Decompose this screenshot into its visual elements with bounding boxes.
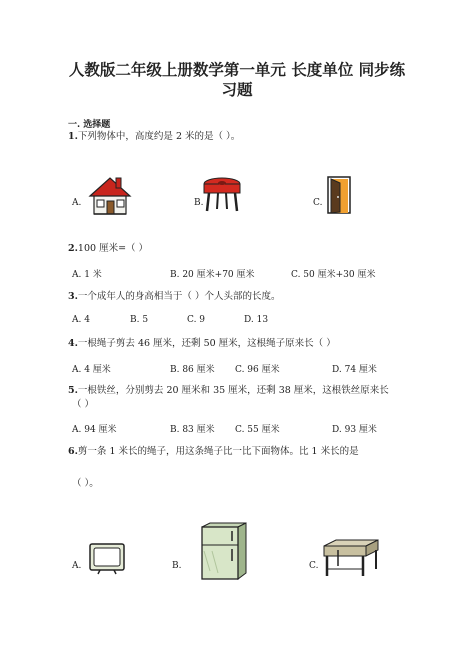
- q3-option-b[interactable]: B. 5: [130, 315, 149, 325]
- question-2: 2.100 厘米=（ ）: [68, 243, 149, 254]
- q6-option-a[interactable]: A.: [72, 561, 82, 571]
- section-heading: 一. 选择题: [68, 120, 111, 130]
- page-title-line2: 习题: [221, 80, 253, 99]
- table-icon: [320, 536, 382, 584]
- question-4: 4.一根绳子剪去 46 厘米，还剩 50 厘米，这根绳子原来长（ ）: [68, 338, 336, 349]
- question-5-blank: （ ）: [72, 399, 95, 410]
- q1-option-a[interactable]: A.: [72, 198, 82, 208]
- q6-option-b[interactable]: B.: [172, 561, 182, 571]
- house-icon: [88, 174, 132, 220]
- q4-option-b[interactable]: B. 86 厘米: [170, 365, 215, 375]
- q3-option-d[interactable]: D. 13: [244, 315, 269, 325]
- question-1: 1.下列物体中，高度约是 2 米的是（ ）。: [68, 131, 241, 142]
- q2-option-b[interactable]: B. 20 厘米+70 厘米: [170, 270, 255, 280]
- page-title: 人教版二年级上册数学第一单元 长度单位 同步练: [68, 60, 406, 79]
- q4-option-a[interactable]: A. 4 厘米: [72, 365, 111, 375]
- q5-option-b[interactable]: B. 83 厘米: [170, 425, 215, 435]
- question-6: 6.剪一条 1 米长的绳子，用这条绳子比一比下面物体。比 1 米长的是: [68, 446, 359, 457]
- q2-option-a[interactable]: A. 1 米: [72, 270, 102, 280]
- tv-icon: [88, 540, 126, 580]
- q3-option-a[interactable]: A. 4: [72, 315, 90, 325]
- question-3: 3.一个成年人的身高相当于（ ）个人头部的长度。: [68, 291, 281, 302]
- q4-option-c[interactable]: C. 96 厘米: [235, 365, 280, 375]
- q1-option-c[interactable]: C.: [313, 198, 323, 208]
- stool-icon: [200, 176, 244, 218]
- q4-option-d[interactable]: D. 74 厘米: [332, 365, 377, 375]
- door-icon: [326, 175, 352, 219]
- q2-option-c[interactable]: C. 50 厘米+30 厘米: [291, 270, 376, 280]
- refrigerator-icon: [190, 521, 252, 585]
- question-5: 5.一根铁丝，分别剪去 20 厘米和 35 厘米，还剩 38 厘米，这根铁丝原来长: [68, 385, 389, 396]
- question-6-blank: （ ）。: [72, 478, 99, 489]
- q5-option-c[interactable]: C. 55 厘米: [235, 425, 280, 435]
- q3-option-c[interactable]: C. 9: [187, 315, 206, 325]
- q6-option-c[interactable]: C.: [309, 561, 319, 571]
- q5-option-a[interactable]: A. 94 厘米: [72, 425, 117, 435]
- q5-option-d[interactable]: D. 93 厘米: [332, 425, 377, 435]
- q1-option-b[interactable]: B.: [194, 198, 204, 208]
